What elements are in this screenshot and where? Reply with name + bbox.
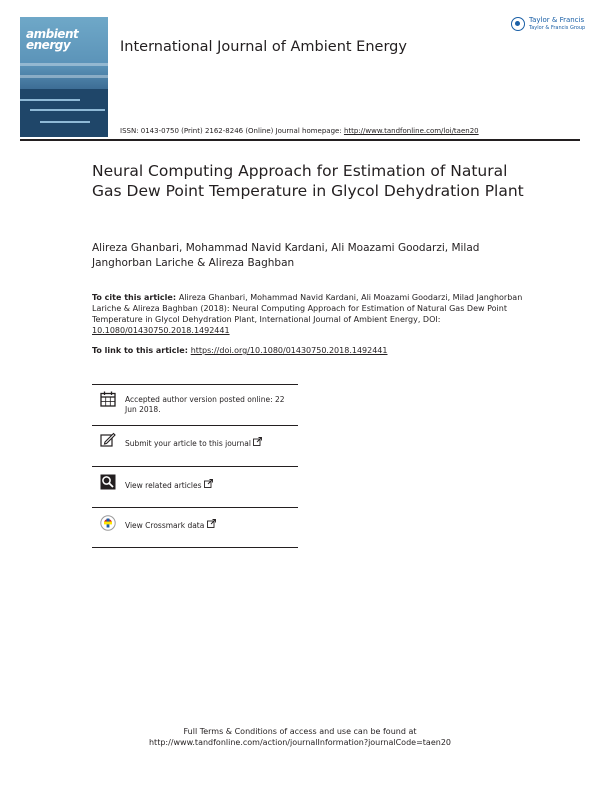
article-doi-url[interactable]: https://doi.org/10.1080/01430750.2018.1492441 [190, 346, 388, 355]
article-link-label: To link to this article: [92, 346, 191, 355]
citation-block [92, 292, 532, 336]
doi-link[interactable]: 10.1080/01430750.2018.1492441 [92, 326, 230, 335]
calendar-icon [100, 391, 116, 407]
accepted-date-text: Accepted author version posted online: 22 Jun 2018. [125, 395, 285, 414]
divider [92, 425, 298, 426]
pencil-edit-icon [100, 432, 116, 448]
external-link-icon [253, 439, 262, 448]
divider [92, 384, 298, 385]
divider [92, 547, 298, 548]
issn-line [120, 127, 479, 135]
crossmark-link[interactable] [125, 519, 216, 531]
footer-terms-text: Full Terms & Conditions of access and use can be found at [183, 727, 417, 736]
article-authors: Alireza Ghanbari, Mohammad Navid Kardani, Ali Moazami Goodarzi, Milad Janghorban Lariche & Alireza Baghban [92, 242, 480, 269]
divider [92, 507, 298, 508]
publisher-logo[interactable] [511, 16, 586, 38]
crossmark-icon [100, 515, 116, 531]
cover-title: ambient energy [26, 27, 79, 52]
divider [92, 466, 298, 467]
magnifier-document-icon [100, 474, 116, 490]
publisher-logo-group: Taylor & Francis Group [529, 25, 586, 31]
publisher-logo-icon [511, 17, 525, 31]
journal-homepage-link[interactable]: http://www.tandfonline.com/loi/taen20 [343, 127, 479, 135]
journal-cover-image [20, 17, 108, 137]
submit-article-link[interactable] [125, 437, 262, 449]
publisher-logo-name: Taylor & Francis [529, 16, 585, 24]
article-title: Neural Computing Approach for Estimation of Natural Gas Dew Point Temperature in Glycol Dehydration Plant [92, 162, 524, 200]
crossmark-label: View Crossmark data [125, 521, 205, 530]
journal-title: International Journal of Ambient Energy [120, 39, 407, 55]
citation-label: To cite this article: [92, 293, 179, 302]
external-link-icon [204, 481, 213, 490]
external-link-icon [207, 521, 216, 530]
related-articles-label: View related articles [125, 481, 202, 490]
header-divider [20, 139, 580, 141]
article-link-block [92, 345, 532, 356]
footer [100, 726, 500, 748]
submit-article-label: Submit your article to this journal [125, 439, 251, 448]
related-articles-link[interactable] [125, 479, 213, 491]
issn-text: ISSN: 0143-0750 (Print) 2162-8246 (Online) Journal homepage: [120, 127, 344, 135]
footer-terms-link[interactable]: http://www.tandfonline.com/action/journalInformation?journalCode=taen20 [148, 738, 451, 747]
citation-text: Alireza Ghanbari, Mohammad Navid Kardani, Ali Moazami Goodarzi, Milad Janghorban Lariche & Alireza Baghban (2018): Neural Computing Approach for Estimation of Natural Gas Dew Point Temperature in Glycol Dehydration Plant, International Journal of Ambient Energy, DOI: [92, 293, 523, 324]
